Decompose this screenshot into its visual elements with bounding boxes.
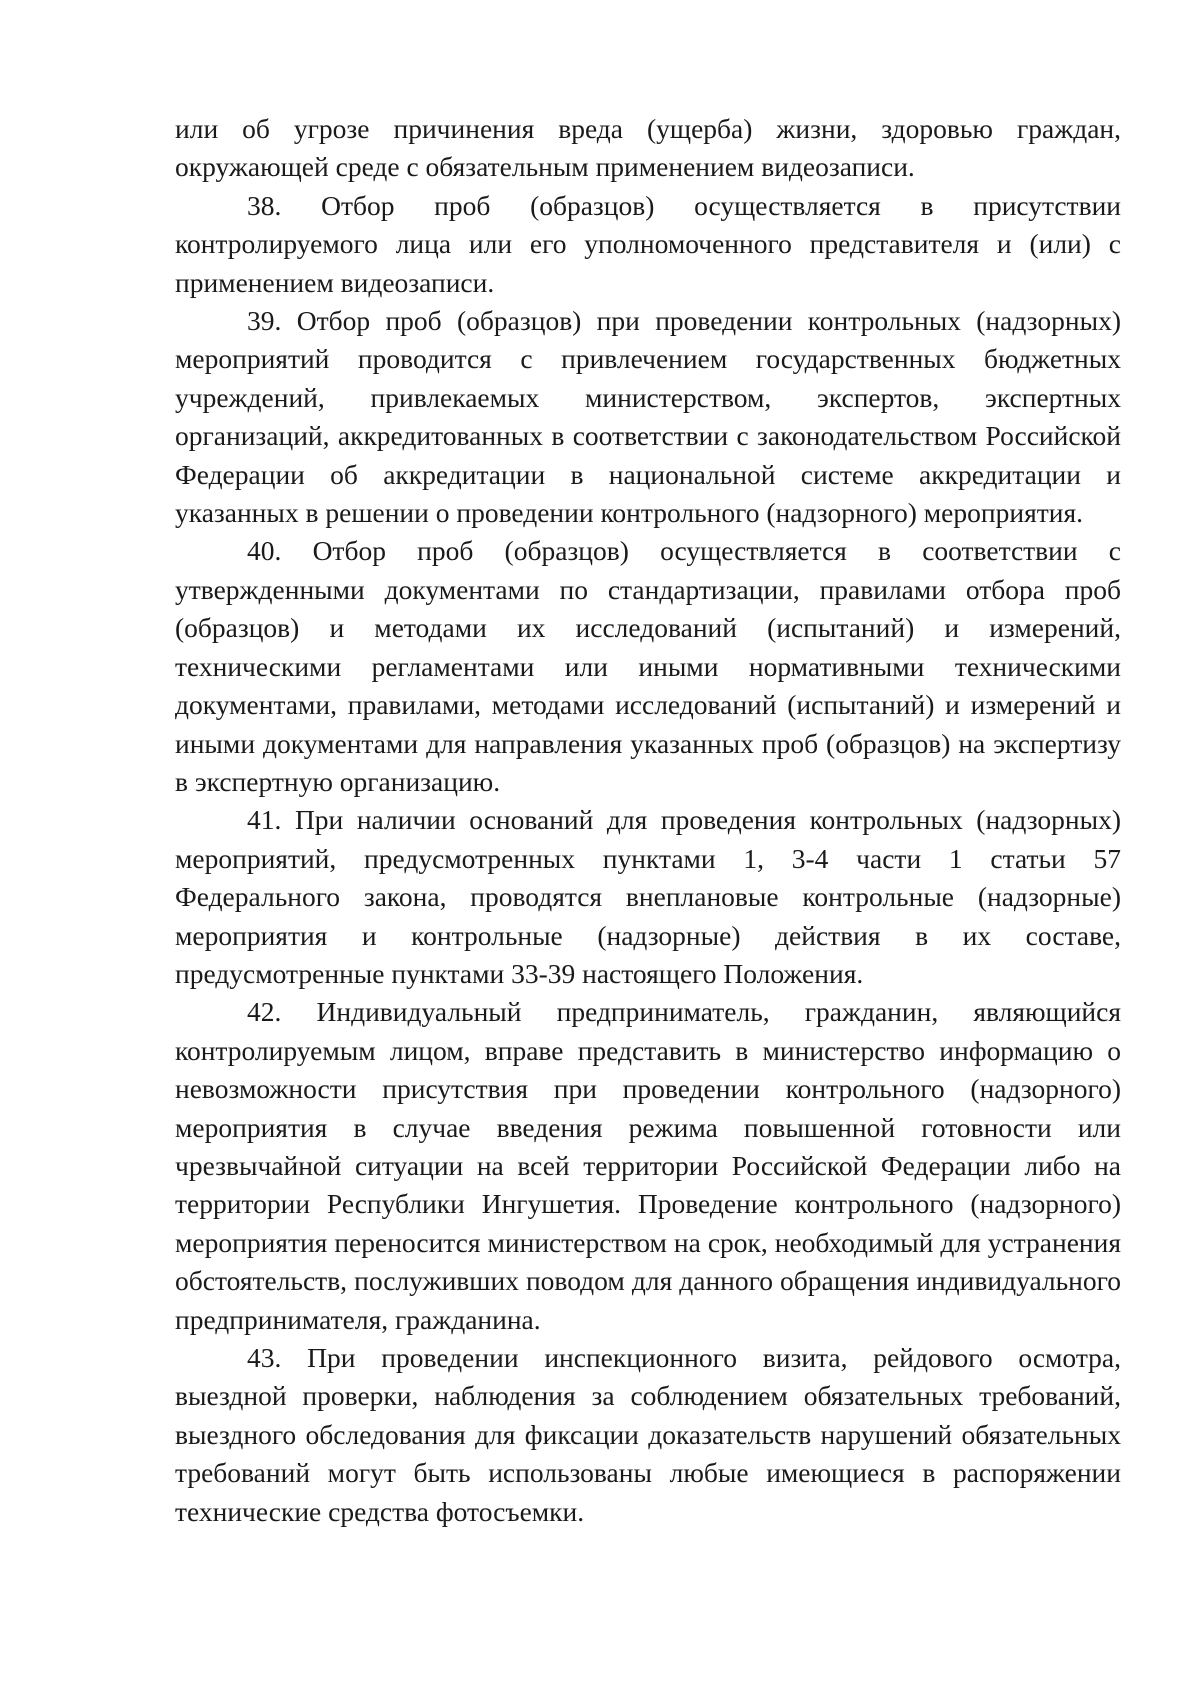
paragraph-43: 43. При проведении инспекционного визита, рейдового осмотра, выездной проверки, наблюдения за соблюдением обязательных требований, выездного обследования для фиксации доказательств нарушений обязательных требований могут быть использованы любые имеющиеся в распоряжении технические средства фотосъемки. [175, 1342, 1121, 1527]
document-page [175, 110, 1121, 1531]
paragraph-39: 39. Отбор проб (образцов) при проведении контрольных (надзорных) мероприятий проводится с привлечением государственных бюджетных учреждений, привлекаемых министерством, экспертов, экспертных организаций, аккредитованных в соответствии с законодательством Российской Федерации об аккредитации в национальной системе аккредитации и указанных в решении о проведении контрольного (надзорного) мероприятия. [175, 305, 1121, 529]
paragraph-continuation: или об угрозе причинения вреда (ущерба) жизни, здоровью граждан, окружающей среде с обязательным применением видеозаписи. [175, 113, 1121, 183]
paragraph-38: 38. Отбор проб (образцов) осуществляется в присутствии контролируемого лица или его уполномоченного представителя и (или) с применением видеозаписи. [175, 189, 1121, 298]
paragraph-41: 41. При наличии оснований для проведения контрольных (надзорных) мероприятий, предусмотренных пунктами 1, 3-4 части 1 статьи 57 Федерального закона, проводятся внеплановые контрольные (надзорные) мероприятия и контрольные (надзорные) действия в их составе, предусмотренные пунктами 33-39 настоящего Положения. [175, 804, 1121, 989]
paragraph-40: 40. Отбор проб (образцов) осуществляется в соответствии с утвержденными документами по стандартизации, правилами отбора проб (образцов) и методами их исследований (испытаний) и измерений, техническими регламентами или иными нормативными техническими документами, правилами, методами исследований (испытаний) и измерений и иными документами для направления указанных проб (образцов) на экспертизу в экспертную организацию. [175, 535, 1121, 797]
paragraph-42: 42. Индивидуальный предприниматель, гражданин, являющийся контролируемым лицом, вправе представить в министерство информацию о невозможности присутствия при проведении контрольного (надзорного) мероприятия в случае введения режима повышенной готовности или чрезвычайной ситуации на всей территории Российской Федерации либо на территории Республики Ингушетия. Проведение контрольного (надзорного) мероприятия переносится министерством на срок, необходимый для устранения обстоятельств, послуживших поводом для данного обращения индивидуального предпринимателя, гражданина. [175, 996, 1121, 1335]
